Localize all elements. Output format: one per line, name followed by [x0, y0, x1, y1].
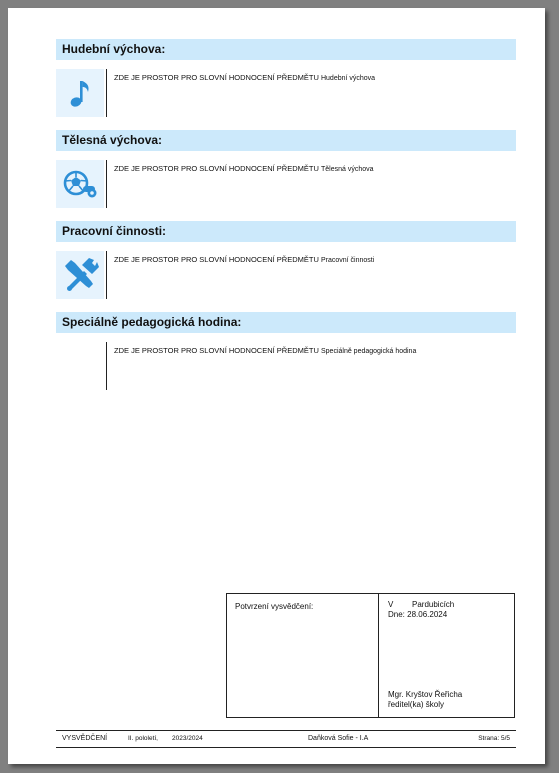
section-body — [56, 251, 516, 299]
section-music — [56, 39, 516, 117]
date-value: 28.06.2024 — [407, 610, 448, 619]
report-page — [8, 8, 545, 764]
section-pe — [56, 130, 516, 208]
evaluation-text — [114, 255, 374, 264]
date-line — [388, 610, 447, 619]
date-label: Dne: — [388, 610, 405, 619]
confirmation-label: Potvrzení vysvědčení: — [235, 602, 314, 611]
section-divider — [106, 342, 107, 390]
subject-name: Tělesná výchova — [320, 166, 374, 173]
section-body — [56, 69, 516, 117]
signer-name: Mgr. Kryštov Řeřicha — [388, 690, 463, 699]
section-title: Speciálně pedagogická hodina: — [56, 312, 516, 333]
subject-name: Speciálně pedagogická hodina — [320, 348, 417, 355]
section-title: Tělesná výchova: — [56, 130, 516, 151]
evaluation-placeholder: ZDE JE PROSTOR PRO SLOVNÍ HODNOCENÍ PŘEDMĚTU — [114, 164, 319, 173]
footer-student: Daňková Sofie - I.A — [308, 735, 369, 742]
section-work — [56, 221, 516, 299]
section-title: Hudební výchova: — [56, 39, 516, 60]
subject-name: Pracovní činnosti — [320, 257, 375, 264]
section-divider — [106, 160, 107, 208]
tools-icon — [56, 251, 104, 299]
footer-page-number: Strana: 5/5 — [478, 735, 510, 742]
evaluation-text — [114, 73, 375, 82]
confirmation-signature-area — [227, 594, 379, 717]
evaluation-placeholder: ZDE JE PROSTOR PRO SLOVNÍ HODNOCENÍ PŘEDMĚTU — [114, 73, 319, 82]
place-line — [388, 600, 454, 609]
section-divider — [106, 251, 107, 299]
footer-year: 2023/2024 — [172, 735, 203, 742]
evaluation-text — [114, 346, 416, 355]
evaluation-text — [114, 164, 374, 173]
subject-name: Hudební výchova — [320, 75, 376, 82]
evaluation-placeholder: ZDE JE PROSTOR PRO SLOVNÍ HODNOCENÍ PŘEDMĚTU — [114, 346, 319, 355]
evaluation-placeholder: ZDE JE PROSTOR PRO SLOVNÍ HODNOCENÍ PŘEDMĚTU — [114, 255, 319, 264]
music-note-icon — [56, 69, 104, 117]
section-title: Pracovní činnosti: — [56, 221, 516, 242]
place-name: Pardubicích — [412, 600, 455, 609]
sports-ball-whistle-icon — [56, 160, 104, 208]
footer-period: II. pololetí, — [128, 735, 158, 742]
section-body — [56, 342, 516, 390]
section-divider — [106, 69, 107, 117]
section-body — [56, 160, 516, 208]
signer-role: ředitel(ka) školy — [388, 700, 445, 709]
page-footer — [56, 730, 516, 748]
footer-title: VYSVĚDČENÍ — [62, 735, 108, 742]
section-special — [56, 312, 516, 390]
confirmation-box — [226, 593, 515, 718]
place-prefix: V — [388, 600, 394, 609]
